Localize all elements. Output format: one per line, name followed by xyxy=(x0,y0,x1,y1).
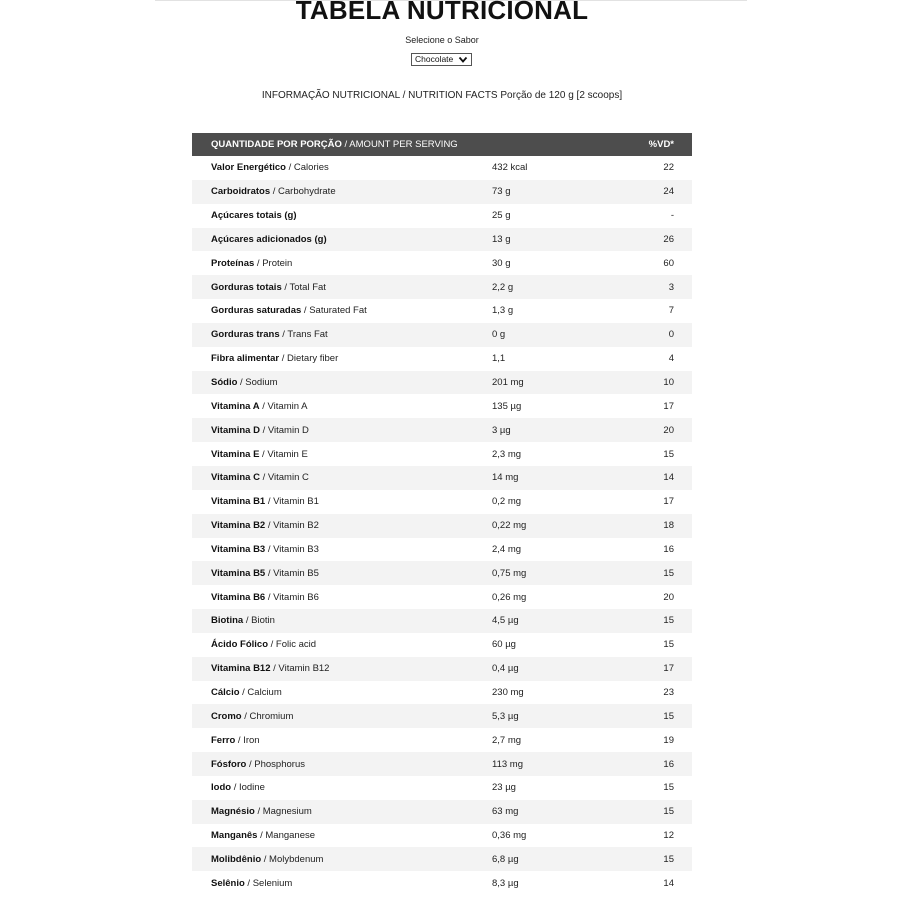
nutrient-name xyxy=(211,830,315,841)
table-row xyxy=(192,585,692,609)
nutrient-daily-value: 4 xyxy=(668,353,674,365)
table-row xyxy=(192,418,692,442)
nutrient-name xyxy=(211,186,336,197)
nutrient-daily-value: 15 xyxy=(663,782,674,794)
nutrient-daily-value: 20 xyxy=(663,424,674,436)
nutrient-name-en: / Vitamin E xyxy=(259,448,308,460)
nutrient-quantity: 8,3 µg xyxy=(492,877,519,889)
nutrient-daily-value: 12 xyxy=(663,830,674,842)
nutrient-name-en: / Sodium xyxy=(237,377,278,389)
nutrient-name-en: / Calories xyxy=(285,162,329,174)
nutrient-quantity: 30 g xyxy=(492,257,511,269)
nutrient-quantity: 0 g xyxy=(492,329,506,341)
nutrient-name xyxy=(211,282,326,293)
nutrient-name xyxy=(211,663,329,674)
nutrient-name xyxy=(211,711,293,722)
nutrient-quantity: 2,7 mg xyxy=(492,734,522,746)
nutrient-daily-value: 7 xyxy=(668,305,674,317)
nutrient-name xyxy=(211,615,275,626)
table-row xyxy=(192,251,692,275)
table-row xyxy=(192,847,692,871)
nutrient-name-pt: Molibdênio xyxy=(211,853,262,865)
nutrient-daily-value: 16 xyxy=(663,543,674,555)
nutrient-daily-value: 17 xyxy=(663,663,674,675)
nutrient-quantity: 135 µg xyxy=(492,400,522,412)
nutrition-table xyxy=(192,133,692,895)
table-row xyxy=(192,752,692,776)
header-rest-label: / AMOUNT PER SERVING xyxy=(341,139,458,150)
nutrient-name xyxy=(211,472,309,483)
nutrient-quantity: 2,2 g xyxy=(492,281,514,293)
nutrient-daily-value: 15 xyxy=(663,806,674,818)
table-row xyxy=(192,871,692,895)
table-row xyxy=(192,275,692,299)
flavor-label: Selecione o Sabor xyxy=(405,35,479,45)
nutrient-name xyxy=(211,377,278,388)
nutrient-name-en: / Total Fat xyxy=(281,281,326,293)
nutrient-quantity: 23 µg xyxy=(492,782,516,794)
nutrient-name-en: / Saturated Fat xyxy=(301,305,367,317)
table-row xyxy=(192,180,692,204)
nutrient-name-pt: Valor Energético xyxy=(211,162,286,174)
nutrient-quantity: 0,2 mg xyxy=(492,496,522,508)
nutrient-quantity: 0,4 µg xyxy=(492,663,519,675)
nutrient-name-pt: Vitamina B12 xyxy=(211,663,271,675)
header-bold-label: QUANTIDADE POR PORÇÃO xyxy=(211,139,342,150)
nutrient-daily-value: 19 xyxy=(663,734,674,746)
table-row xyxy=(192,394,692,418)
nutrient-daily-value: 26 xyxy=(663,233,674,245)
nutrient-daily-value: 16 xyxy=(663,758,674,770)
nutrient-name xyxy=(211,544,319,555)
nutrient-name-en: / Dietary fiber xyxy=(279,353,339,365)
nutrient-name-pt: Magnésio xyxy=(211,806,255,818)
nutrient-name-en: / Vitamin D xyxy=(259,424,309,436)
nutrient-name-pt: Carboidratos xyxy=(211,186,271,198)
nutrient-quantity: 201 mg xyxy=(492,377,524,389)
nutrient-name xyxy=(211,735,260,746)
nutrient-daily-value: 15 xyxy=(663,567,674,579)
nutrient-name-pt: Proteínas xyxy=(211,257,255,269)
header-amount-per-serving xyxy=(211,139,458,150)
nutrient-name-pt: Vitamina B1 xyxy=(211,496,266,508)
nutrient-name-en: / Selenium xyxy=(244,877,293,889)
nutrient-name-pt: Vitamina B6 xyxy=(211,591,266,603)
nutrient-name-pt: Selênio xyxy=(211,877,245,889)
nutrient-name xyxy=(211,759,305,770)
nutrient-daily-value: 15 xyxy=(663,853,674,865)
nutrient-daily-value: 14 xyxy=(663,877,674,889)
nutrient-quantity: 63 mg xyxy=(492,806,519,818)
nutrient-daily-value: 24 xyxy=(663,186,674,198)
nutrient-name-en: / Biotin xyxy=(243,615,275,627)
nutrient-daily-value: 22 xyxy=(663,162,674,174)
table-body xyxy=(192,156,692,895)
table-row xyxy=(192,466,692,490)
nutrient-daily-value: 60 xyxy=(663,257,674,269)
nutrient-quantity: 3 µg xyxy=(492,424,511,436)
nutrient-name xyxy=(211,687,282,698)
nutrient-quantity: 0,22 mg xyxy=(492,520,527,532)
table-row xyxy=(192,371,692,395)
nutrient-name xyxy=(211,305,367,316)
flavor-select-value: Chocolate xyxy=(415,54,454,64)
nutrient-daily-value: 10 xyxy=(663,377,674,389)
nutrient-daily-value: 0 xyxy=(668,329,674,341)
nutrient-name-en: / Carbohydrate xyxy=(270,186,336,198)
nutrient-daily-value: 15 xyxy=(663,615,674,627)
nutrient-name xyxy=(211,329,328,340)
nutrient-daily-value: 3 xyxy=(668,281,674,293)
nutrient-name-en: / Vitamin B5 xyxy=(265,567,319,579)
nutrient-name-pt: Vitamina D xyxy=(211,424,260,436)
nutrient-daily-value: 18 xyxy=(663,520,674,532)
table-row xyxy=(192,704,692,728)
nutrient-name-en: / Molybdenum xyxy=(261,853,324,865)
nutrient-name-en: / Calcium xyxy=(239,686,282,698)
nutrient-name-en: / Trans Fat xyxy=(279,329,328,341)
nutrient-name-pt: Sódio xyxy=(211,377,238,389)
nutrient-quantity: 6,8 µg xyxy=(492,853,519,865)
nutrient-quantity: 4,5 µg xyxy=(492,615,519,627)
nutrient-name xyxy=(211,401,307,412)
nutrient-name-pt: Gorduras saturadas xyxy=(211,305,302,317)
nutrient-name-en: / Magnesium xyxy=(254,806,312,818)
header-vd: %VD* xyxy=(648,139,674,150)
table-row xyxy=(192,299,692,323)
nutrient-name-en: / Vitamin A xyxy=(259,400,308,412)
table-row xyxy=(192,824,692,848)
nutrient-name xyxy=(211,353,338,364)
nutrient-daily-value: 15 xyxy=(663,639,674,651)
table-row xyxy=(192,657,692,681)
nutrient-quantity: 0,26 mg xyxy=(492,591,527,603)
nutrient-daily-value: 20 xyxy=(663,591,674,603)
nutrient-quantity: 0,75 mg xyxy=(492,567,527,579)
nutrient-quantity: 14 mg xyxy=(492,472,519,484)
nutrient-quantity: 0,36 mg xyxy=(492,830,527,842)
nutrient-name-pt: Fósforo xyxy=(211,758,247,770)
table-row xyxy=(192,514,692,538)
nutrient-daily-value: 14 xyxy=(663,472,674,484)
nutrient-name xyxy=(211,496,319,507)
nutrient-name-pt: Ferro xyxy=(211,734,236,746)
table-row xyxy=(192,228,692,252)
nutrient-quantity: 13 g xyxy=(492,233,511,245)
nutrient-daily-value: 17 xyxy=(663,400,674,412)
nutrient-name xyxy=(211,425,309,436)
nutrient-quantity: 2,3 mg xyxy=(492,448,522,460)
nutrient-quantity: 2,4 mg xyxy=(492,543,522,555)
table-row xyxy=(192,442,692,466)
nutrient-name xyxy=(211,592,319,603)
nutrient-name-en: / Vitamin B2 xyxy=(265,520,319,532)
table-row xyxy=(192,490,692,514)
nutrient-name-pt: Vitamina C xyxy=(211,472,260,484)
table-row xyxy=(192,204,692,228)
nutrient-daily-value: 23 xyxy=(663,686,674,698)
nutrient-name-pt: Biotina xyxy=(211,615,244,627)
nutrient-name-en: / Vitamin B1 xyxy=(265,496,319,508)
nutrient-name-en: / Chromium xyxy=(241,710,294,722)
nutrient-quantity: 230 mg xyxy=(492,686,524,698)
nutrient-name-pt: Gorduras totais xyxy=(211,281,282,293)
nutrient-name-pt: Açúcares adicionados (g) xyxy=(211,233,327,245)
nutrient-name xyxy=(211,878,292,889)
nutrient-name xyxy=(211,449,308,460)
nutrient-quantity: 1,1 xyxy=(492,353,506,365)
chevron-down-icon xyxy=(458,55,468,64)
table-row xyxy=(192,538,692,562)
table-row xyxy=(192,681,692,705)
table-row xyxy=(192,633,692,657)
nutrient-name-en: / Vitamin C xyxy=(259,472,309,484)
nutrient-name-pt: Vitamina B3 xyxy=(211,543,266,555)
nutrient-quantity: 60 µg xyxy=(492,639,516,651)
nutrient-quantity: 25 g xyxy=(492,210,511,222)
nutrient-name xyxy=(211,210,297,221)
table-header xyxy=(192,133,692,156)
nutrient-quantity: 432 kcal xyxy=(492,162,528,174)
nutrient-name-pt: Vitamina A xyxy=(211,400,260,412)
nutrition-info-line: INFORMAÇÃO NUTRICIONAL / NUTRITION FACTS Porção de 120 g [2 scoops] xyxy=(261,90,623,101)
table-row xyxy=(192,561,692,585)
nutrient-name-en: / Iodine xyxy=(231,782,265,794)
table-row xyxy=(192,728,692,752)
nutrient-quantity: 113 mg xyxy=(492,758,523,770)
nutrient-name-pt: Vitamina E xyxy=(211,448,260,460)
table-row xyxy=(192,323,692,347)
nutrient-name-pt: Ácido Fólico xyxy=(211,639,268,651)
nutrient-name-pt: Açúcares totais (g) xyxy=(211,210,297,222)
nutrient-name-pt: Cálcio xyxy=(211,686,240,698)
nutrient-name xyxy=(211,258,292,269)
nutrient-quantity: 73 g xyxy=(492,186,511,198)
nutrient-name-pt: Fibra alimentar xyxy=(211,353,280,365)
nutrient-name-pt: Cromo xyxy=(211,710,242,722)
flavor-select[interactable] xyxy=(411,53,472,66)
nutrient-name-en: / Vitamin B12 xyxy=(270,663,330,675)
nutrient-daily-value: 17 xyxy=(663,496,674,508)
nutrient-name-en: / Iron xyxy=(235,734,260,746)
nutrient-name xyxy=(211,520,319,531)
nutrient-name xyxy=(211,568,319,579)
nutrient-daily-value: - xyxy=(670,210,674,222)
nutrient-name xyxy=(211,806,312,817)
nutrient-daily-value: 15 xyxy=(663,448,674,460)
nutrient-name-pt: Manganês xyxy=(211,830,258,842)
nutrient-name xyxy=(211,162,329,173)
nutrient-name-pt: Vitamina B5 xyxy=(211,567,266,579)
nutrient-name-en: / Phosphorus xyxy=(246,758,305,770)
table-row xyxy=(192,800,692,824)
page-title: TABELA NUTRICIONAL xyxy=(295,0,589,25)
table-row xyxy=(192,156,692,180)
nutrient-daily-value: 15 xyxy=(663,710,674,722)
nutrient-quantity: 5,3 µg xyxy=(492,710,519,722)
table-row xyxy=(192,776,692,800)
nutrient-quantity: 1,3 g xyxy=(492,305,514,317)
nutrient-name xyxy=(211,234,327,245)
table-row xyxy=(192,609,692,633)
nutrient-name-pt: Gorduras trans xyxy=(211,329,280,341)
nutrient-name-en: / Manganese xyxy=(257,830,316,842)
nutrient-name xyxy=(211,782,265,793)
nutrient-name-en: / Protein xyxy=(254,257,293,269)
nutrient-name-en: / Vitamin B6 xyxy=(265,591,319,603)
nutrient-name-en: / Folic acid xyxy=(268,639,317,651)
table-row xyxy=(192,347,692,371)
nutrient-name xyxy=(211,639,316,650)
nutrient-name-en: / Vitamin B3 xyxy=(265,543,319,555)
nutrient-name-pt: Iodo xyxy=(211,782,232,794)
nutrient-name-pt: Vitamina B2 xyxy=(211,520,266,532)
nutrient-name xyxy=(211,854,323,865)
